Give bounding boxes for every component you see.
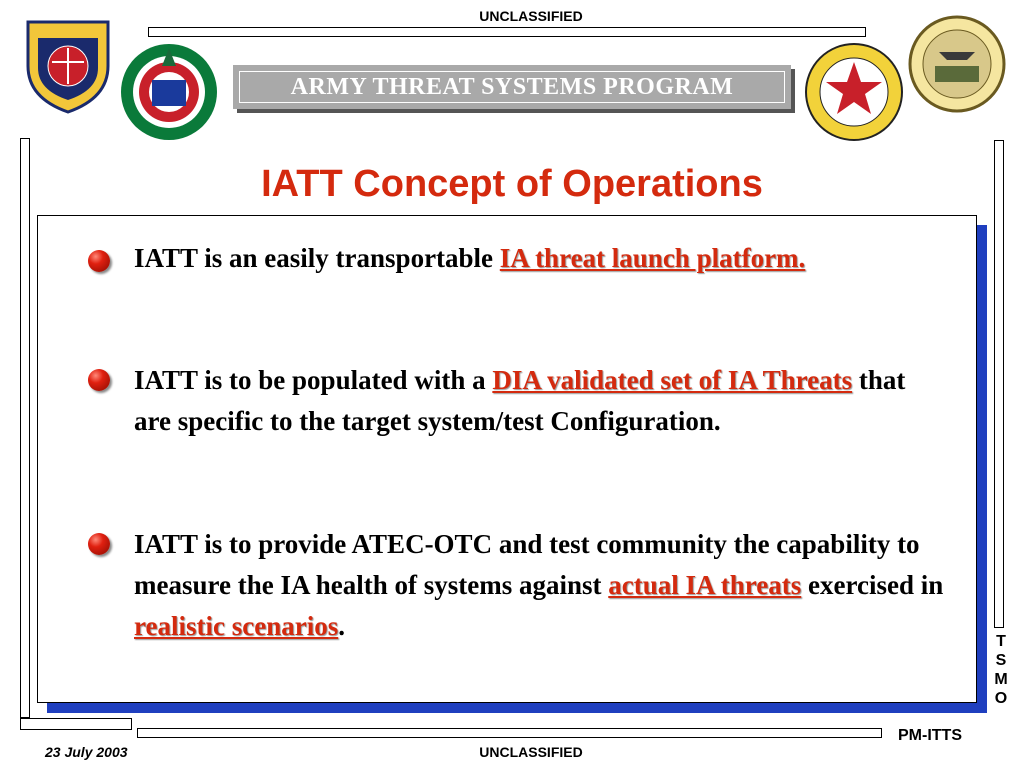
bullet-1-icon (88, 250, 110, 272)
bottom-frame-bar (137, 728, 882, 738)
pm-itts-seal-icon (905, 14, 1009, 114)
bullet-3-icon (88, 533, 110, 555)
bullet-2-text (134, 360, 944, 442)
footer-org: PM-ITTS (898, 727, 962, 744)
slide-title: IATT Concept of Operations (261, 163, 763, 205)
bullet-3-part-1: IATT is to provide ATEC-OTC and test community the capability to measure the IA health of systems against (134, 529, 920, 600)
tsmo-letter: S (995, 652, 1007, 669)
americas-arsenal-seal-icon (22, 16, 114, 116)
bullet-1-text (134, 238, 944, 279)
tsmo-letter: M (994, 671, 1008, 688)
bullet-3-text (134, 524, 944, 647)
classification-top: UNCLASSIFIED (479, 8, 583, 24)
tsmo-letter: O (994, 690, 1008, 707)
bullet-2-part-2: DIA validated set of IA Threats (492, 365, 853, 395)
bullet-3-part-4: realistic scenarios (134, 611, 339, 641)
bullet-2-icon (88, 369, 110, 391)
bullet-2-part-1: IATT is to be populated with a (134, 365, 493, 395)
program-banner-text: ARMY THREAT SYSTEMS PROGRAM (290, 73, 734, 100)
bullet-2-part-3: that are specific to the target system/test Configuration. (134, 365, 906, 436)
bullet-3-part-5: . (338, 611, 345, 641)
program-banner (233, 65, 791, 109)
footer-date: 23 July 2003 (45, 744, 128, 760)
right-frame-bar (994, 140, 1004, 628)
left-bottom-frame-bar (20, 718, 132, 730)
all-but-war-seal-icon (118, 40, 220, 144)
bullet-1-part-2: IA threat launch platform. (499, 243, 806, 273)
bullet-1-part-1: IATT is an easily transportable (134, 243, 500, 273)
left-frame-bar (20, 138, 30, 718)
bullet-3-part-3: exercised in (801, 570, 944, 600)
top-frame-bar (148, 27, 866, 37)
tsmo-letter: T (996, 633, 1006, 650)
tsmo-side-label (992, 632, 1010, 708)
bullet-3-part-2: actual IA threats (608, 570, 802, 600)
classification-bottom: UNCLASSIFIED (479, 744, 583, 760)
threat-systems-management-office-seal-icon (804, 42, 904, 142)
